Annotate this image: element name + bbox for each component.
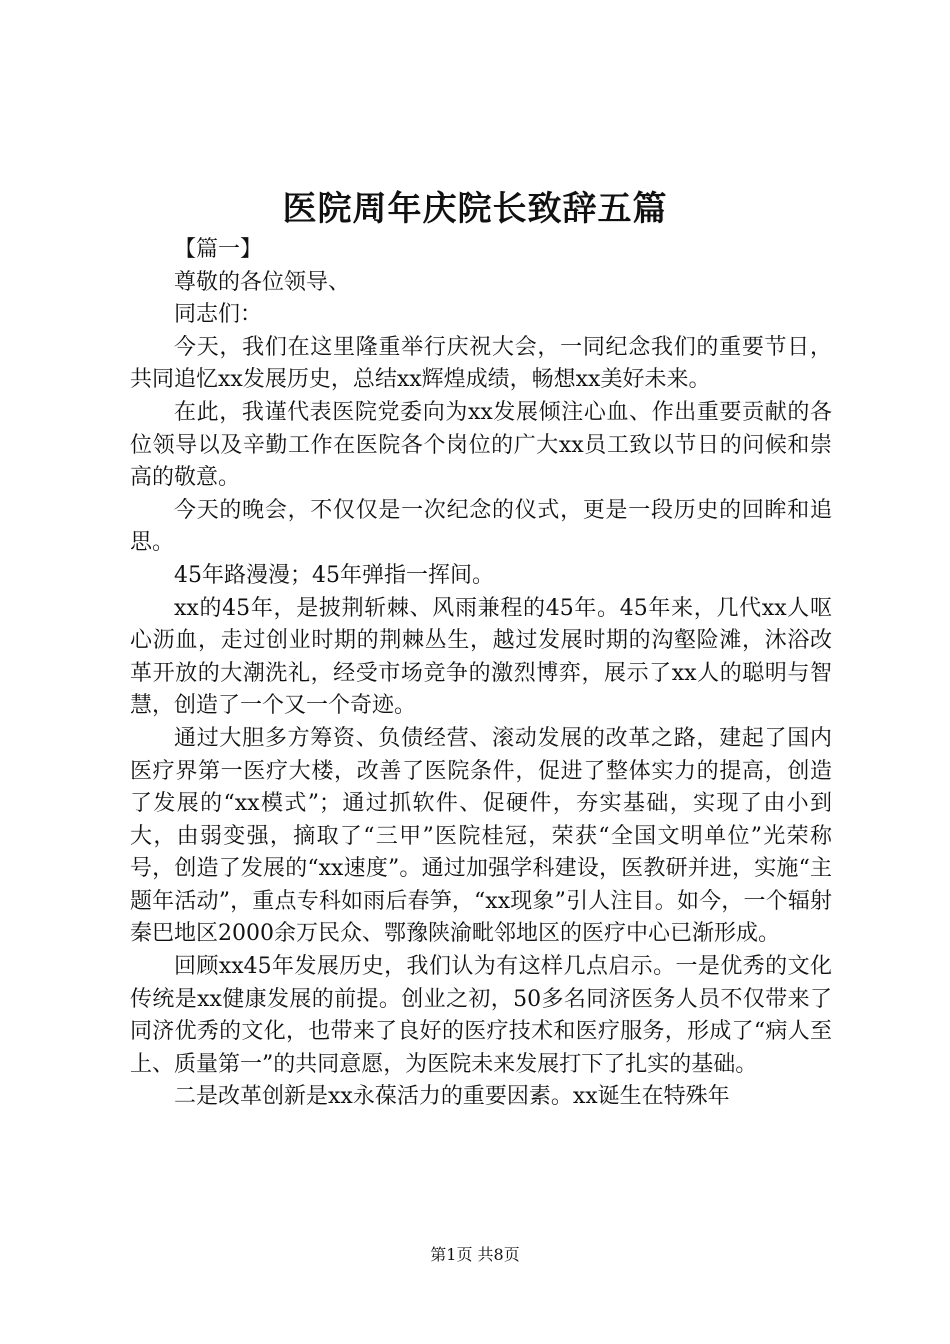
body-paragraph: 今天的晚会，不仅仅是一次纪念的仪式，更是一段历史的回眸和追思。: [130, 497, 832, 556]
body-paragraph: 通过大胆多方筹资、负债经营、滚动发展的改革之路，建起了国内医疗界第一医疗大楼，改善了医院条件，促进了整体实力的提高，创造了发展的“xx模式”；通过抓软件、促硬件，夯实基础，实现了由小到大，由弱变强，摘取了“三甲”医院桂冠，荣获“全国文明单位”光荣称号，创造了发展的“xx速度”。通过加强学科建设，医教研并进，实施“主题年活动”，重点专科如雨后春笋，“xx现象”引人注目。如今，一个辐射秦巴地区2000余万民众、鄂豫陕渝毗邻地区的医疗中心已渐形成。: [130, 725, 832, 947]
body-paragraph: xx的45年，是披荆斩棘、风雨兼程的45年。45年来，几代xx人呕心沥血，走过创业时期的荆棘丛生，越过发展时期的沟壑险滩，沐浴改革开放的大潮洗礼，经受市场竞争的激烈博弈，展示了xx人的聪明与智慧，创造了一个又一个奇迹。: [130, 595, 832, 719]
body-paragraph: 回顾xx45年发展历史，我们认为有这样几点启示。一是优秀的文化传统是xx健康发展的前提。创业之初，50多名同济医务人员不仅带来了同济优秀的文化，也带来了良好的医疗技术和医疗服务，形成了“病人至上、质量第一”的共同意愿，为医院未来发展打下了扎实的基础。: [130, 954, 832, 1077]
section-heading: 【篇一】: [174, 237, 263, 262]
document-title: 医院周年庆院长致辞五篇: [282, 189, 668, 229]
salutation-line: 同志们：: [174, 302, 263, 328]
body-paragraph: 今天，我们在这里隆重举行庆祝大会，一同纪念我们的重要节日，共同追忆xx发展历史，总结xx辉煌成绩，畅想xx美好未来。: [130, 334, 832, 393]
body-paragraph: 二是改革创新是xx永葆活力的重要因素。xx诞生在特殊年: [174, 1084, 730, 1110]
body-paragraph: 在此，我谨代表医院党委向为xx发展倾注心血、作出重要贡献的各位领导以及辛勤工作在医院各个岗位的广大xx员工致以节日的问候和崇高的敬意。: [130, 399, 832, 491]
salutation-line: 尊敬的各位领导、: [174, 269, 351, 295]
document-body: [130, 234, 832, 1114]
body-paragraph: 45年路漫漫；45年弹指一挥间。: [174, 562, 494, 588]
page-indicator: 第1页 共8页: [430, 1245, 520, 1264]
